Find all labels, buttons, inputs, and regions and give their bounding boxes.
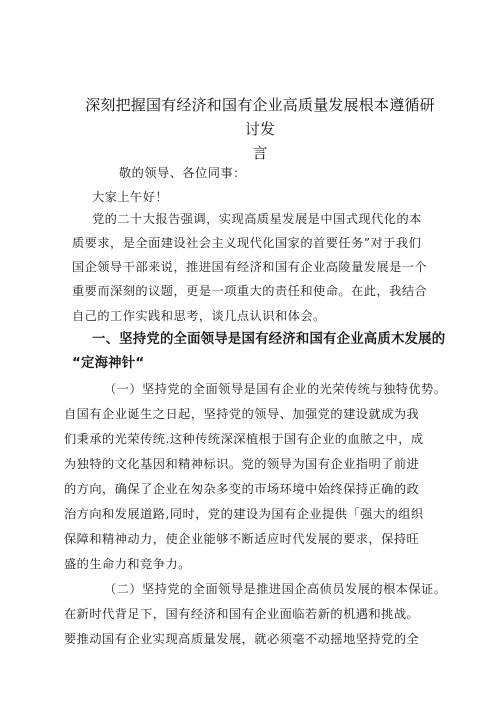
intro-line: 质要求，是全面建设社会主义现代化国家的首要任务”对于我们 <box>72 236 422 250</box>
paragraph-line: 们秉承的光荣传统.这种传统深深植根于国有企业的血脓之中，成 <box>64 432 424 446</box>
intro-line: 党的二十大报告强调，实现高质星发展是中国式现代化的本 <box>92 212 422 226</box>
intro-line: 国企领导干部来说，推进国有经济和国有企业高陵量发展是一个 <box>72 260 428 274</box>
paragraph-line: （二）坚持党的全面领导是推进国企高侦员发展的根本保证。 <box>104 582 447 596</box>
paragraph-line: 保障和精神动力，使企业能够不断适应时代发展的要求，保持旺 <box>64 532 420 546</box>
title-line: 言 <box>252 144 268 162</box>
intro-line: 自己的工作实践和思考，谈几点认识和体会。 <box>72 309 326 323</box>
salutation: 敬的领导、各位同事： <box>119 166 246 180</box>
paragraph-line: 的方向，确保了企业在匆杂多变的市场环境中始终保持正确的政 <box>64 482 420 496</box>
paragraph-line: 为独特的文化基因和精神标识。党的领导为国有企业指明了前进 <box>64 457 420 471</box>
section-heading: 一、坚持党的全面领导是国有经济和国有企业高质木发展的 <box>92 332 446 347</box>
paragraph-line: 要推动国有企业实现高质量发展，就必须毫不动摇地坚持党的全 <box>64 632 420 646</box>
paragraph-line: 盛的生命力和竞争力。 <box>64 557 191 571</box>
section-heading: “定海神针“ <box>72 356 145 371</box>
paragraph-line: 治方向和发展道路,同时，党的建设为国有企业提供「强大的组织 <box>64 507 424 521</box>
title-line: 深刻把握国有经济和国有企业高质量发展根本遵循研讨发 <box>85 96 435 138</box>
paragraph-line: （一）坚持党的全面领导是国有企业的光荣传统与独特优势。 <box>104 382 447 396</box>
paragraph-line: 在新时代背足下，国有经济和国有企业面临若新的机遇和挑战。 <box>64 607 420 621</box>
intro-line: 重要而深刻的议题，更是一项重大的责任和使命。在此，我结合 <box>72 284 428 298</box>
document-title <box>80 93 440 165</box>
greeting: 大家上午好！ <box>92 190 169 204</box>
paragraph-line: 自国有企业诞生之日起，坚持党的领导、加强党的建设就成为我 <box>64 407 420 421</box>
